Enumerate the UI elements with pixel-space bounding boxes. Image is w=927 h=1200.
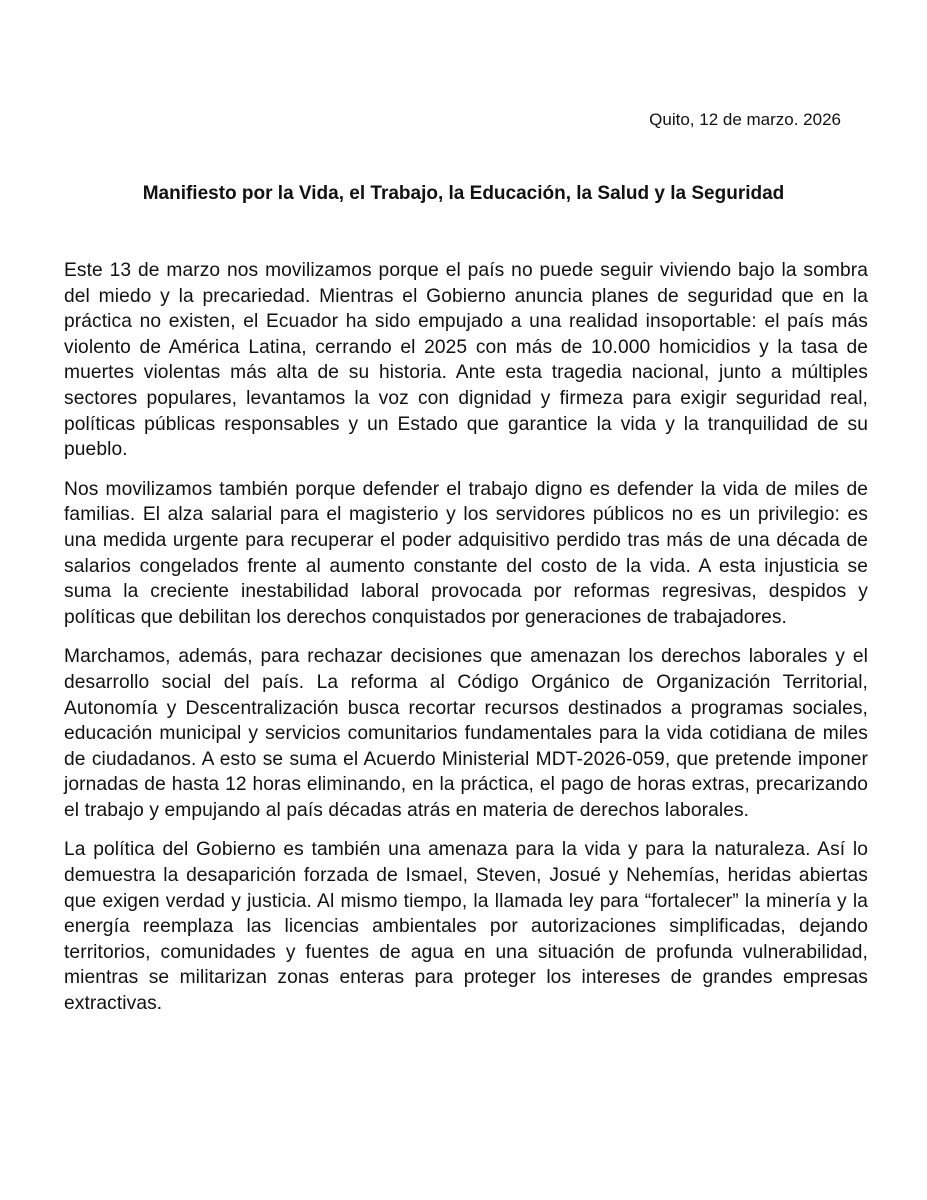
date-line: Quito, 12 de marzo. 2026 bbox=[649, 110, 841, 129]
document-body bbox=[64, 258, 868, 1031]
paragraph-2: Nos movilizamos también porque defender el trabajo digno es defender la vida de miles de familias. El alza salarial para el magisterio y los servidores públicos no es un privilegio: es una medida urgente para recuperar el poder adquisitivo perdido tras más de una década de salarios congelados frente al aumento constante del costo de la vida. A esta injusticia se suma la creciente inestabilidad laboral provocada por reformas regresivas, despidos y políticas que debilitan los derechos conquistados por generaciones de trabajadores. bbox=[64, 478, 868, 628]
paragraph-1: Este 13 de marzo nos movilizamos porque el país no puede seguir viviendo bajo la sombra del miedo y la precariedad. Mientras el Gobierno anuncia planes de seguridad que en la práctica no existen, el Ecuador ha sido empujado a una realidad insoportable: el país más violento de América Latina, cerrando el 2025 con más de 10.000 homicidios y la tasa de muertes violentas más alta de su historia. Ante esta tragedia nacional, junto a múltiples sectores populares, levantamos la voz con dignidad y firmeza para exigir seguridad real, políticas públicas responsables y un Estado que garantice la vida y la tranquilidad de su pueblo. bbox=[64, 260, 868, 461]
paragraph-4: La política del Gobierno es también una amenaza para la vida y para la naturaleza. Así lo demuestra la desaparición forzada de Ismael, Steven, Josué y Nehemías, heridas abiertas que exigen verdad y justicia. Al mismo tiempo, la llamada ley para “fortalecer” la minería y la energía reemplaza las licencias ambientales por autorizaciones simplificadas, dejando territorios, comunidades y fuentes de agua en una situación de profunda vulnerabilidad, mientras se militarizan zonas enteras para proteger los intereses de grandes empresas extractivas. bbox=[64, 839, 868, 1015]
document-title: Manifiesto por la Vida, el Trabajo, la Educación, la Salud y la Seguridad bbox=[142, 183, 785, 204]
paragraph-3: Marchamos, además, para rechazar decisiones que amenazan los derechos laborales y el desarrollo social del país. La reforma al Código Orgánico de Organización Territorial, Autonomía y Descentralización busca recortar recursos destinados a programas sociales, educación municipal y servicios comunitarios fundamentales para la vida cotidiana de miles de ciudadanos. A esto se suma el Acuerdo Ministerial MDT-2026-059, que pretende imponer jornadas de hasta 12 horas eliminando, en la práctica, el pago de horas extras, precarizando el trabajo y empujando al país décadas atrás en materia de derechos laborales. bbox=[64, 646, 868, 821]
